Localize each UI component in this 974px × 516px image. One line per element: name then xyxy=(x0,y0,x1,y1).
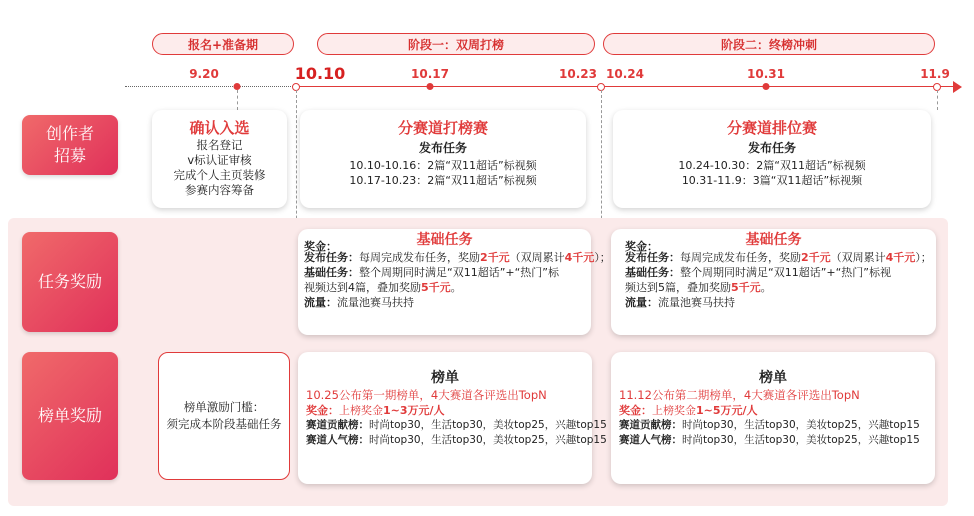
date-label: 10.31 xyxy=(747,67,785,81)
bonus-label: 奖金： xyxy=(625,240,658,253)
row-label-task: 任务奖励 xyxy=(22,232,118,332)
confirm-item: 报名登记 xyxy=(196,138,243,152)
rank-popular-label: 赛道人气榜： xyxy=(619,434,682,446)
publish-total: 4千元 xyxy=(564,251,595,264)
rank-bonus-text: 上榜奖金 xyxy=(652,404,696,417)
phase-signup: 报名+准备期 xyxy=(152,33,294,55)
base-line xyxy=(625,265,922,280)
base-line xyxy=(304,265,585,280)
publish-amount: 2千元 xyxy=(480,251,510,264)
rank-bonus-text: 上榜奖金 xyxy=(339,404,383,417)
rank-popular-text: 时尚top30，生活top30，美妆top25，兴趣top15 xyxy=(369,434,607,446)
timeline-marker xyxy=(234,83,241,90)
rank-bonus-label: 奖金： xyxy=(306,404,339,417)
rank-contrib-text: 时尚top30，生活top30，美妆top25，兴趣top15 xyxy=(682,419,920,431)
rank-announce: 10.25公布第一期榜单，4大赛道各评选出TopN xyxy=(306,388,547,402)
bonus-label: 奖金： xyxy=(304,240,337,253)
traffic-line xyxy=(625,295,922,310)
connector-line xyxy=(237,90,238,110)
confirm-title: 确认入选 xyxy=(189,119,250,137)
publish-text: 每周完成发布任务，奖励 xyxy=(359,251,480,264)
rank-popular xyxy=(619,433,927,448)
rank-contrib-label: 赛道贡献榜： xyxy=(306,419,369,431)
task-card-1 xyxy=(298,229,611,335)
rank-popular xyxy=(306,433,607,448)
row-label-creator xyxy=(22,115,118,175)
timeline-arrow-icon xyxy=(953,81,962,93)
base-text: 频达到5篇，叠加奖励 xyxy=(625,281,731,294)
base-text: 。 xyxy=(450,281,462,294)
rank-bonus xyxy=(306,403,584,418)
rank-contrib-label: 赛道贡献榜： xyxy=(619,419,682,431)
confirm-item: 参赛内容筹备 xyxy=(185,183,254,197)
track-title: 分赛道排位赛 xyxy=(726,119,817,137)
track-line: 10.31-11.9：3篇“双11超话”标视频 xyxy=(681,174,863,187)
rank-bonus xyxy=(619,403,927,418)
confirm-item: 完成个人主页装修 xyxy=(173,168,266,182)
date-label: 11.9 xyxy=(920,67,950,81)
track-card-1 xyxy=(300,110,586,208)
timeline-dotted xyxy=(125,86,295,87)
traffic-text: 流量池赛马扶持 xyxy=(658,296,735,309)
connector-line xyxy=(937,90,938,110)
publish-amount: 2千元 xyxy=(801,251,831,264)
phase-stage2: 阶段二：终榜冲刺 xyxy=(603,33,935,55)
publish-label: 发布任务： xyxy=(304,251,359,264)
track-line: 10.17-10.23：2篇“双11超话”标视频 xyxy=(349,174,537,187)
track-subtitle: 发布任务 xyxy=(418,141,467,155)
base-text: 整个周期同时满足“双11超话”+“热门”标 xyxy=(359,266,560,279)
task-title: 基础任务 xyxy=(416,232,473,248)
confirm-card xyxy=(152,110,287,208)
publish-text: ）； xyxy=(915,251,932,264)
rank-bonus-range: 1~3万元/人 xyxy=(383,404,445,417)
base-amount: 5千元 xyxy=(421,281,451,294)
publish-label: 发布任务： xyxy=(625,251,680,264)
date-label: 10.23 xyxy=(559,67,597,81)
base-label: 基础任务： xyxy=(304,266,359,279)
rank-contrib-text: 时尚top30，生活top30，美妆top25，兴趣top15 xyxy=(369,419,607,431)
base-text: 。 xyxy=(760,281,772,294)
track-line: 10.10-10.16：2篇“双11超话”标视频 xyxy=(349,159,537,172)
phase-stage1: 阶段一：双周打榜 xyxy=(317,33,595,55)
publish-text: ）； xyxy=(594,251,611,264)
rank-title: 榜单 xyxy=(431,370,459,386)
rank-card-2 xyxy=(611,352,935,484)
track-line: 10.24-10.30：2篇“双11超话”标视频 xyxy=(678,159,866,172)
row-label-rank: 榜单奖励 xyxy=(22,352,118,480)
rank-contrib xyxy=(306,418,607,433)
task-card-2 xyxy=(611,229,936,335)
timeline-solid xyxy=(295,86,955,87)
base-label: 基础任务： xyxy=(625,266,680,279)
rank-bonus-label: 奖金： xyxy=(619,404,652,417)
date-label: 10.17 xyxy=(411,67,449,81)
task-title: 基础任务 xyxy=(745,232,802,248)
row-label-text: 创作者 xyxy=(45,124,94,143)
publish-total: 4千元 xyxy=(885,251,916,264)
traffic-label: 流量： xyxy=(625,296,658,309)
base-line xyxy=(625,280,922,295)
rank-bonus-range: 1~5万元/人 xyxy=(696,404,758,417)
rank-card-1 xyxy=(298,352,607,484)
base-line xyxy=(304,280,585,295)
traffic-text: 流量池赛马扶持 xyxy=(337,296,414,309)
base-amount: 5千元 xyxy=(731,281,761,294)
traffic-label: 流量： xyxy=(304,296,337,309)
date-label: 10.10 xyxy=(294,64,346,83)
rank-contrib xyxy=(619,418,927,433)
row-label-text: 招募 xyxy=(53,146,86,165)
rank-popular-label: 赛道人气榜： xyxy=(306,434,369,446)
base-text: 视频达到4篇，叠加奖励 xyxy=(304,281,421,294)
track-card-2 xyxy=(613,110,931,208)
publish-line xyxy=(625,250,932,265)
publish-line xyxy=(304,250,611,265)
rank-title: 榜单 xyxy=(759,370,787,386)
timeline-marker xyxy=(763,83,770,90)
publish-text: （双周累计 xyxy=(830,251,886,264)
date-label: 10.24 xyxy=(606,67,644,81)
threshold-text: 须完成本阶段基础任务 xyxy=(166,417,282,431)
track-subtitle: 发布任务 xyxy=(747,141,796,155)
confirm-item: v标认证审核 xyxy=(187,153,252,167)
base-text: 整个周期同时满足“双11超话”+“热门”标视 xyxy=(680,266,892,279)
publish-text: （双周累计 xyxy=(509,251,565,264)
track-title: 分赛道打榜赛 xyxy=(397,119,488,137)
rank-announce: 11.12公布第二期榜单，4大赛道各评选出TopN xyxy=(619,388,860,402)
timeline-marker xyxy=(427,83,434,90)
publish-text: 每周完成发布任务，奖励 xyxy=(680,251,801,264)
threshold-card xyxy=(158,352,290,480)
rank-popular-text: 时尚top30，生活top30，美妆top25，兴趣top15 xyxy=(682,434,920,446)
date-label: 9.20 xyxy=(189,67,219,81)
threshold-text: 榜单激励门槛： xyxy=(183,400,265,414)
traffic-line xyxy=(304,295,585,310)
